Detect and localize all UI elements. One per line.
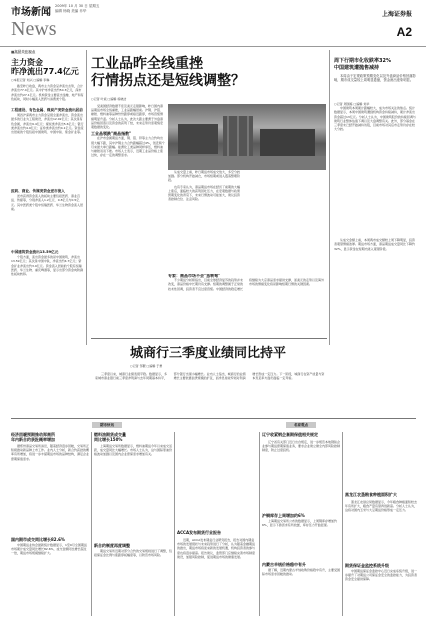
mid-top-rule: [91, 338, 327, 339]
lower-col1-body2: 中国期货业协会最新统计数据显示，1至9月全国期货市场累计成交量同比增长82.6%，成交金额同比增长超过一倍，期货市场规模继续扩大。: [11, 543, 87, 556]
main-body3: 从成交量上看，昨日期货市场成交放大，多空分歧加剧。部分机构开始减仓，市场短期或进入震荡整理阶段。: [168, 170, 241, 183]
left-tag: ■高层关注视点: [11, 50, 36, 54]
lower-col4-title2: 沪铜库存上周增加约6%: [262, 513, 305, 518]
right-column: [334, 58, 416, 298]
lower-col4-title3: 内蒙古羊绒价格稳中有升: [262, 562, 306, 567]
lower-col-5: [345, 432, 417, 618]
main-sub2: 专家：商品市场不会"急转弯": [168, 274, 221, 278]
main-col-1: [91, 104, 165, 274]
left-byline: ○本报记者 刘兴 □编辑 李琳: [11, 78, 50, 82]
main-photo: [168, 104, 326, 170]
lower-div-1: [91, 432, 92, 616]
main-byline: ○记者 叶斌 □编辑 杨晓洁: [91, 97, 127, 101]
mid-body: 三季度以来，城商行业绩表现平稳。数据显示，多家城市商业银行前三季度净利润与去年同期基本持平，部分银行出现小幅增长。业内人士指出，城商行的业绩增长主要依靠信贷规模的扩张，而净息差收窄则对利润增长形成一定压力。下一阶段，城商行在资产质量与资本充足率方面仍面临一定考验。: [95, 372, 325, 381]
lower-col-4: [262, 432, 340, 618]
section-brand: 市场新闻: [11, 7, 51, 18]
lower-col2-body: 上海期货交易所数据显示，燃料油期货今年以来成交活跃，成交量同比大幅增长。市场人士认为，这与国际原油价格波动加剧以及国内企业套保需求增加有关。: [94, 444, 172, 457]
section-bar-opinion: 名家观点: [286, 422, 316, 428]
left-body3: 逆市获得资金流入的板块主要包括医药、商业百货、传媒等，分别净流入1.2亿元、0.8亿元与0.5亿元。其中医药类个股中恒瑞医药、华兰生物资金流入居前。: [11, 194, 84, 211]
left-body1: 截至昨日收盘，两市主力资金呈净流出态势，合计净流出77.4亿元。其中沪市净流出约50.3亿元，深市净流出约27.1亿元。机构资金主要流出金融、地产和有色板块，同时小幅流入医药与消费类个股。: [11, 84, 84, 101]
divider-right: [329, 50, 330, 345]
lower-col1-title2: 国内期市成交同比增长82.6%: [11, 537, 65, 542]
main-body4: 不少期货分析师指出，目前全球经济复苏的趋势并未改变，商品价格中长期仍有支撑。短期的调整属于正常的技术性回调，投资者不宜过度恐慌。中国经济的稳定增长将继续为大宗商品需求提供支撑，而美元的走势以及海外市场的情绪变化将是影响短期行情的关键因素。: [168, 278, 325, 291]
main-lower: [168, 274, 326, 334]
lower-col5-body2: 中国期货保证金监控中心近日完成系统升级，进一步提升了对期货公司保证金安全的监控能力，为投资者资金安全提供保障。: [345, 569, 417, 582]
lower-col4-title: 辽宁收紧钢企套期保值相关规定: [262, 432, 318, 437]
main-headline: 工业品昨全线重挫 行情拐点还是短线调整？: [91, 56, 245, 89]
mid-byline: ○记者 邹靓 □编辑 于勇: [130, 364, 163, 368]
lower-col5-title: 黑龙江农垦粮食种植面积扩大: [345, 492, 397, 497]
right-lead: 本周由于宏观政策预期变化以及外盘商品价格回落影响，期市成交量较上周明显萎缩，资金流出迹象明显。: [334, 74, 416, 83]
lower-col1-body: 据郑州商品交易所消息，随着经济逐步回暖，交易所正积极推动新品种上市工作。业内人士分析，新合约获批的概率有所增加，将进一步丰富期货市场的品种结构，满足企业套期保值需求。: [11, 444, 89, 461]
right-title: 周下行期市化收跌率32% 中国建筑遭抛售减持: [334, 58, 391, 71]
left-title: 主力资金 昨净流出77.4亿元: [11, 58, 79, 76]
left-body2: 周四沪深两市主力资金呈现全面净流出，资金流出最多的行业为工程建设，净流出12.02亿元；其次是有色金属，净流出9.4亿元；煤炭类净流出5.6亿元；银行类净流出约4.9亿元；证券类净流出约4.1亿元。资金流出居前的个股包括中国建筑、中国中铁、紫金矿业等。: [11, 113, 84, 135]
lower-col5-body: 黑龙江农垦总局数据显示，今年粮食种植面积较去年有所扩大，粮食产量有望再创新高。分析人士认为，这将对国内玉米与大豆期货价格形成一定压力。: [345, 500, 417, 513]
date-text: 2009年 10 月 30 日 星期五: [55, 4, 100, 8]
lower-col4-body2: 上海期货交易所公布的数据显示，上周铜库存增加约6%，显示下游需求有所放缓，库存压力开始显现。: [262, 519, 338, 528]
lower-col2-title: 燃料油期货成交量 同比增长150%: [94, 432, 126, 442]
lower-col4-body: 辽宁省有关部门近日出台规定，进一步规范本地钢铁企业参与期货套期保值业务，要求企业建立健全内部风险控制制度，防止过度投机。: [262, 440, 340, 453]
mid-headline: 城商行三季度业绩同比持平: [130, 346, 287, 361]
news-label: News: [11, 18, 57, 40]
lower-col2-title2: 新合约制度再度调整: [94, 543, 130, 548]
lower-div-4: [342, 432, 343, 616]
left-body4: 个股方面，流出资金最多的是中国建筑，净流出13.59亿元；其次是中国中铁，净流出约4.7亿元；紫金矿业净流出约3.9亿元。资金流入居前的个股有恒瑞医药、华兰生物、重庆啤酒等，显示出部分资金向防御性板块转移。: [11, 255, 84, 277]
page-number: A2: [396, 25, 412, 39]
paper-name: 上海证券报: [381, 11, 412, 18]
lower-col1-title: 经济回暖预期推动郑商所 年内新合约获批概率增加: [11, 432, 55, 442]
left-sub1: 工程建设、有色金属、煤炭产类资金流出居前: [11, 108, 83, 113]
lower-col-1: [11, 432, 89, 618]
section-bar-futures: 期市快讯: [92, 422, 122, 428]
left-sub2: 医药、商业、传媒类资金逆市流入: [11, 189, 65, 194]
lower-col3-body: 近期，ACCA发布期货行业研究报告，报告对国内期货市场的发展现状与未来趋势进行了分析，认为随着金融期货的推出，期货市场将迎来新的发展机遇，机构投资者的参与度也将逐步提高。报告建议，监管部门应继续完善市场制度建设，加强风险控制，促进期货市场的健康发展。: [177, 538, 256, 559]
lower-div-3: [259, 432, 260, 616]
right-body: 中国建筑本周累计跌幅较大，成为市场关注的焦点。统计数据显示，本周中国建筑遭到机构资金持续减持，累计净流出资金超过13亿元。分析人士认为，中国建筑股价的持续回调与建筑行业整体估值下调以及大盘调整有关。此外，部分基金在三季度末已经开始减持该股，目前市场对其后市走势仍存在较大分歧。: [334, 106, 416, 132]
lower-col-3: [177, 432, 257, 618]
main-sub1: 工业品领跌"商品指数": [91, 131, 132, 137]
main-body2: 在沪市金属期货方面，铜、铝、锌等主力合约均出现大幅下跌，其中沪铜主力合约跌幅超过4%，创近两个月来最大单日跌幅。能源化工类品种同样承压，燃料油与橡胶双双下挫。市场人士表示，近期工业品价格上涨过快，存在一定的调整需求。: [91, 136, 165, 158]
main-body1: 受美国经济数据不佳及美元走强影响，昨日国内商品期货市场全线重挫，工业品跌幅居前。沪铜、沪铝、橡胶、燃料油等品种纷纷跌停或接近跌停，市场恐慌情绪明显升温。分析人士认为，此次大跌主要源于外盘商品价格回落以及资金的获利了结，未来走势仍需观察宏观数据的变化。: [91, 104, 164, 130]
left-column: [11, 50, 84, 352]
lower-col-2: [94, 432, 172, 618]
lower-col4-body3: 据了解，近期内蒙古羊绒收购价格稳中有升，主要受国际市场需求回暖的推动。: [262, 568, 340, 577]
main-col-2: [168, 170, 241, 274]
lower-col5-title2: 期货保证金监控系统升级: [345, 563, 389, 568]
lower-col3-title: ACCA发布期货行业报告: [177, 530, 222, 535]
right-byline: ○记者 周国栋 □编辑 刘华: [334, 102, 370, 106]
right-body2: 从成交金额上看，本周两市成交额较上周下降明显，投资者观望情绪浓厚。期货市场方面，商品期货成交量同比下降约32%，显示资金在短期内进入观望阶段。: [334, 238, 416, 251]
date-line: [55, 4, 99, 14]
lower-div-2: [174, 432, 175, 616]
lower-col2-body2: 期货交易所近期对部分合约的交易规则进行了调整，包括保证金比例与涨跌停板幅度等，以防范市场风险。: [94, 549, 172, 558]
divider-left: [86, 50, 87, 345]
photo-machinery-graphic: [168, 104, 326, 170]
left-sub3: 中国建筑资金流出13.59亿元: [11, 250, 59, 255]
lower-top-rule: [11, 418, 416, 419]
masthead: [0, 0, 426, 47]
main-body5: 也有专家认为，商品期货市场在经历了前期的大幅上涨后，面临较大的获利回吐压力，在宏观数据与政策预期变化的背景下，未来行情波动可能加大，建议投资者控制仓位、注意风险。: [168, 184, 241, 202]
editor-text: 编辑 杨晓 美编 乔华: [55, 9, 87, 13]
